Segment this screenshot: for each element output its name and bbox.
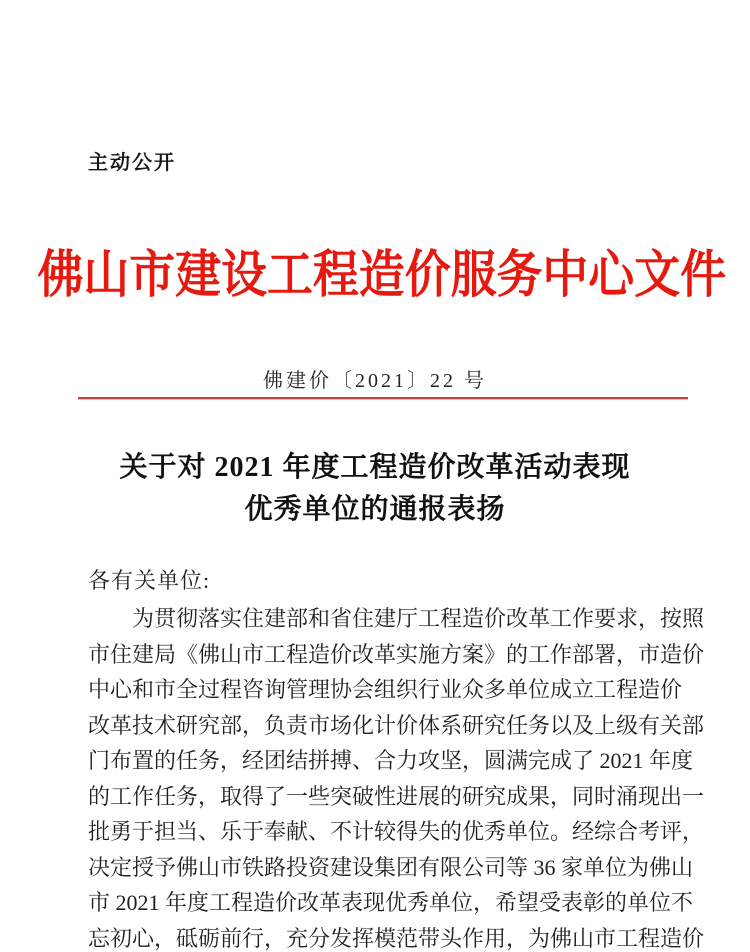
body-text-line: 批勇于担当、乐于奉献、不计较得失的优秀单位。经综合考评，: [88, 819, 705, 844]
body-text-line: 中心和市全过程咨询管理协会组织行业众多单位成立工程造价: [88, 677, 683, 702]
body-text-line: 为贯彻落实住建部和省住建厅工程造价改革工作要求，按照: [132, 606, 705, 631]
document-title-line2: 优秀单位的通报表扬: [244, 494, 506, 525]
disclosure-label: 主动公开: [88, 152, 176, 174]
red-divider-line: [78, 397, 688, 399]
body-paragraph: [88, 601, 705, 952]
document-title-line1: 关于对 2021 年度工程造价改革活动表现: [119, 452, 631, 483]
document-title: [0, 447, 750, 531]
body-text-line: 市 2021 年度工程造价改革表现优秀单位，希望受表彰的单位不: [88, 890, 694, 915]
salutation: 各有关单位:: [88, 568, 211, 593]
body-text-line: 的工作任务，取得了一些突破性进展的研究成果，同时涌现出一: [88, 783, 705, 809]
body-text-line: 门布置的任务，经团结拼搏、合力攻坚，圆满完成了 2021 年度: [88, 748, 694, 773]
issuing-authority-header: 佛山市建设工程造价服务中心文件: [37, 248, 727, 304]
body-text-line: 市住建局《佛山市工程造价改革实施方案》的工作部署，市造价: [88, 641, 705, 667]
body-text-line: 忘初心，砥砺前行，充分发挥模范带头作用，为佛山市工程造价: [88, 925, 705, 951]
body-text-line: 改革技术研究部，负责市场化计价体系研究任务以及上级有关部: [88, 712, 705, 738]
document-number: 佛建价〔2021〕22 号: [263, 370, 487, 392]
body-text-line: 决定授予佛山市铁路投资建设集团有限公司等 36 家单位为佛山: [88, 854, 694, 880]
